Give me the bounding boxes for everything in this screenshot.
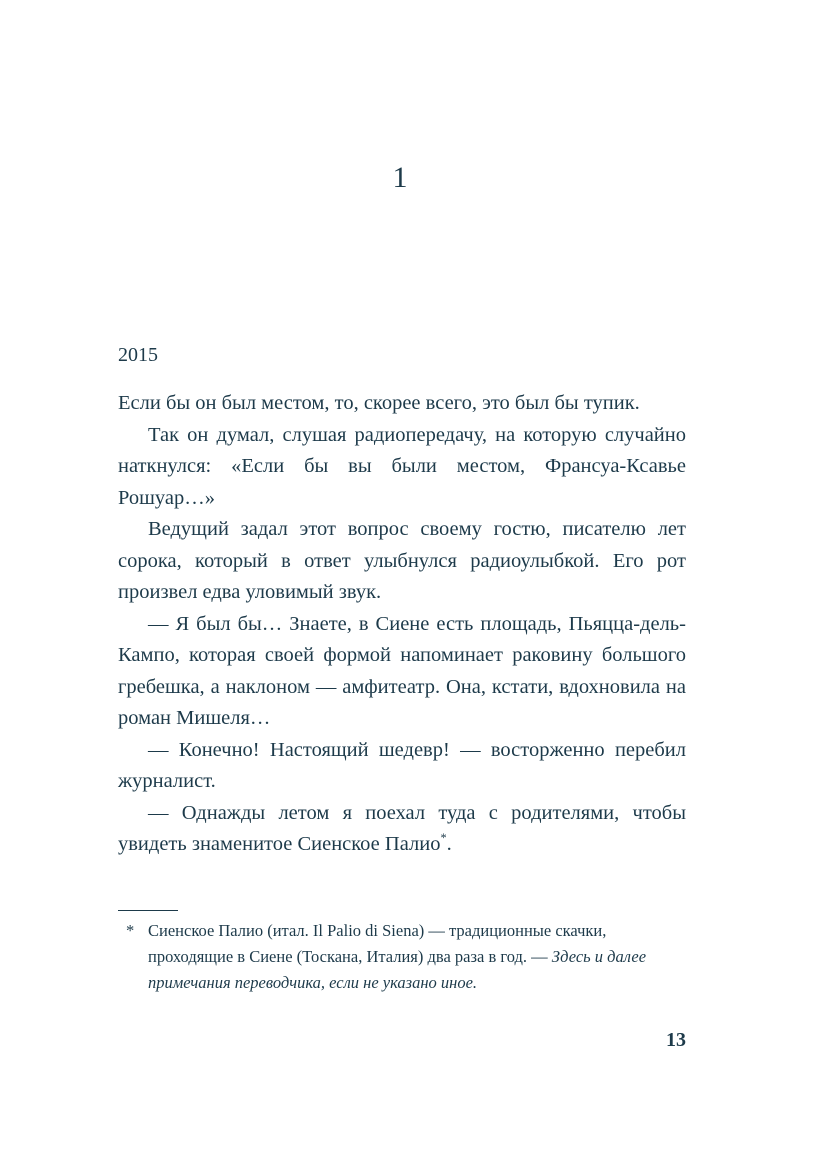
footnote-reference: * <box>440 831 447 846</box>
paragraph-6 <box>118 798 686 861</box>
paragraph-2: Так он думал, слушая радиопередачу, на которую случайно наткнулся: «Если бы вы были местом, Франсуа-Ксавье Рошуар…» <box>118 423 686 509</box>
section-year-heading: 2015 <box>118 344 158 366</box>
paragraph-6-text: — Однажды летом я поехал туда с родителями, чтобы увидеть знаменитое Сиенское Палио <box>118 801 686 855</box>
paragraph-6-end: . <box>446 833 452 855</box>
footnote <box>118 918 686 996</box>
footnote-mark: * <box>126 921 135 940</box>
footnote-body <box>148 918 686 996</box>
chapter-number: 1 <box>392 161 408 194</box>
footnote-translator-note: Здесь и далее примечания переводчика, если не указано иное. <box>148 947 647 992</box>
paragraph-3: Ведущий задал этот вопрос своему гостю, писателю лет сорока, который в ответ улыбнулся радиоулыбкой. Его рот произвел едва уловимый звук. <box>118 518 686 603</box>
footnote-separator <box>118 910 178 911</box>
chapter-body-text <box>118 388 686 861</box>
paragraph-1: Если бы он был местом, то, скорее всего, это был бы тупик. <box>118 392 640 414</box>
paragraph-5: — Конечно! Настоящий шедевр! — восторженно перебил журналист. <box>118 738 686 792</box>
page-number: 13 <box>666 1029 686 1051</box>
paragraph-4: — Я был бы… Знаете, в Сиене есть площадь, Пьяцца-дель-Кампо, которая своей формой напоминает раковину большого гребешка, а наклоном — амфитеатр. Она, кстати, вдохновила на роман Мишеля… <box>118 612 686 729</box>
footnote-text: Сиенское Палио (итал. Il Palio di Siena) — традиционные скачки, проходящие в Сиене (Тоскана, Италия) два раза в год. — <box>148 921 607 966</box>
